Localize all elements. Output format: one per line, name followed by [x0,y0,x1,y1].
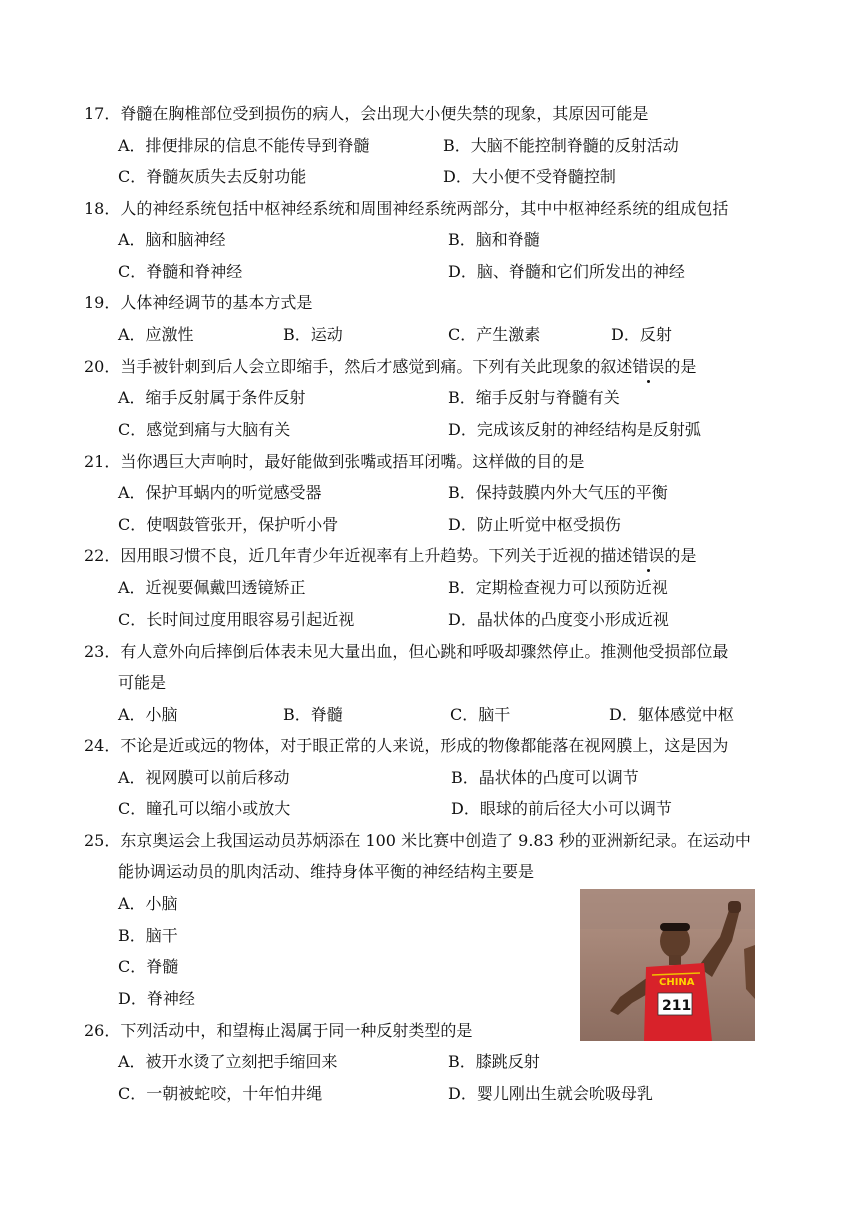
q18-option-a: A．脑和脑神经 [118,230,226,249]
question-19-stem: 19．人体神经调节的基本方式是 [84,293,313,312]
q20-emphasis-mark: 错误 [632,357,665,376]
q26-option-d: D．婴儿刚出生就会吮吸母乳 [448,1084,653,1103]
q26-option-a: A．被开水烫了立刻把手缩回来 [118,1052,338,1071]
question-17-stem: 17．脊髓在胸椎部位受到损伤的病人，会出现大小便失禁的现象，其原因可能是 [84,104,649,123]
q20-option-d: D．完成该反射的神经结构是反射弧 [448,420,701,439]
q21-option-c: C．使咽鼓管张开，保护听小骨 [118,515,339,534]
question-24-stem: 24．不论是近或远的物体，对于眼正常的人来说，形成的物像都能落在视网膜上，这是因为 [84,736,729,755]
question-23-stem-cont: 可能是 [118,673,167,692]
q24-option-c: C．瞳孔可以缩小或放大 [118,799,291,818]
q24-option-b: B．晶状体的凸度可以调节 [451,768,639,787]
q22-option-d: D．晶状体的凸度变小形成近视 [448,610,669,629]
q22-option-a: A．近视要佩戴凹透镜矫正 [118,578,306,597]
q17-option-d: D．大小便不受脊髓控制 [443,167,616,186]
bib-number: 211 [662,998,692,1014]
q21-option-d: D．防止听觉中枢受损伤 [448,515,621,534]
question-26-stem: 26．下列活动中，和望梅止渴属于同一种反射类型的是 [84,1021,473,1040]
question-23-stem: 23．有人意外向后摔倒后体表未见大量出血，但心跳和呼吸却骤然停止。推测他受损部位最 [84,642,729,661]
q22-stem-post: 的是 [664,546,697,565]
q23-option-a: A．小脑 [118,705,178,724]
question-18-stem: 18．人的神经系统包括中枢神经系统和周围神经系统两部分，其中中枢神经系统的组成包括 [84,199,729,218]
question-20-stem [84,356,696,378]
q23-option-d: D．躯体感觉中枢 [609,705,734,724]
q26-option-c: C．一朝被蛇咬，十年怕井绳 [118,1084,323,1103]
q17-option-c: C．脊髓灰质失去反射功能 [118,167,307,186]
q20-stem-pre: 20．当手被针刺到后人会立即缩手，然后才感觉到痛。下列有关此现象的叙述 [84,357,633,376]
q23-option-c: C．脑干 [450,705,511,724]
q19-option-a: A．应激性 [118,325,194,344]
q24-option-a: A．视网膜可以前后移动 [118,768,290,787]
q20-option-b: B．缩手反射与脊髓有关 [448,388,620,407]
q18-option-b: B．脑和脊髓 [448,230,540,249]
q26-option-b: B．膝跳反射 [448,1052,540,1071]
q20-option-a: A．缩手反射属于条件反射 [118,388,306,407]
q20-option-c: C．感觉到痛与大脑有关 [118,420,291,439]
sprinter-illustration [580,889,755,1041]
q25-option-c: C．脊髓 [118,957,179,976]
q19-option-d: D．反射 [611,325,672,344]
sprinter-photo [580,889,755,1041]
q25-option-b: B．脑干 [118,926,178,945]
q22-stem-pre: 22．因用眼习惯不良，近几年青少年近视率有上升趋势。下列关于近视的描述 [84,546,633,565]
q17-option-a: A．排便排尿的信息不能传导到脊髓 [118,136,370,155]
q22-emphasis-mark: 错误 [632,546,665,565]
q23-option-b: B．脊髓 [283,705,343,724]
question-21-stem: 21．当你遇巨大声响时，最好能做到张嘴或捂耳闭嘴。这样做的目的是 [84,452,585,471]
q19-option-b: B．运动 [283,325,343,344]
question-22-stem [84,545,696,567]
q18-option-d: D．脑、脊髓和它们所发出的神经 [448,262,685,281]
q21-option-b: B．保持鼓膜内外大气压的平衡 [448,483,668,502]
q20-stem-post: 的是 [664,357,697,376]
q22-option-c: C．长时间过度用眼容易引起近视 [118,610,355,629]
jersey-text: CHINA [659,977,695,988]
q25-option-d: D．脊神经 [118,989,195,1008]
q24-option-d: D．眼球的前后径大小可以调节 [451,799,672,818]
q18-option-c: C．脊髓和脊神经 [118,262,243,281]
question-25-stem: 25．东京奥运会上我国运动员苏炳添在 100 米比赛中创造了 9.83 秒的亚洲新纪录。在运动中 [84,831,751,850]
q22-option-b: B．定期检查视力可以预防近视 [448,578,668,597]
question-25-stem-cont: 能协调运动员的肌肉活动、维持身体平衡的神经结构主要是 [118,862,535,881]
q19-option-c: C．产生激素 [448,325,541,344]
q25-option-a: A．小脑 [118,894,178,913]
q21-option-a: A．保护耳蜗内的听觉感受器 [118,483,322,502]
q17-option-b: B．大脑不能控制脊髓的反射活动 [443,136,679,155]
